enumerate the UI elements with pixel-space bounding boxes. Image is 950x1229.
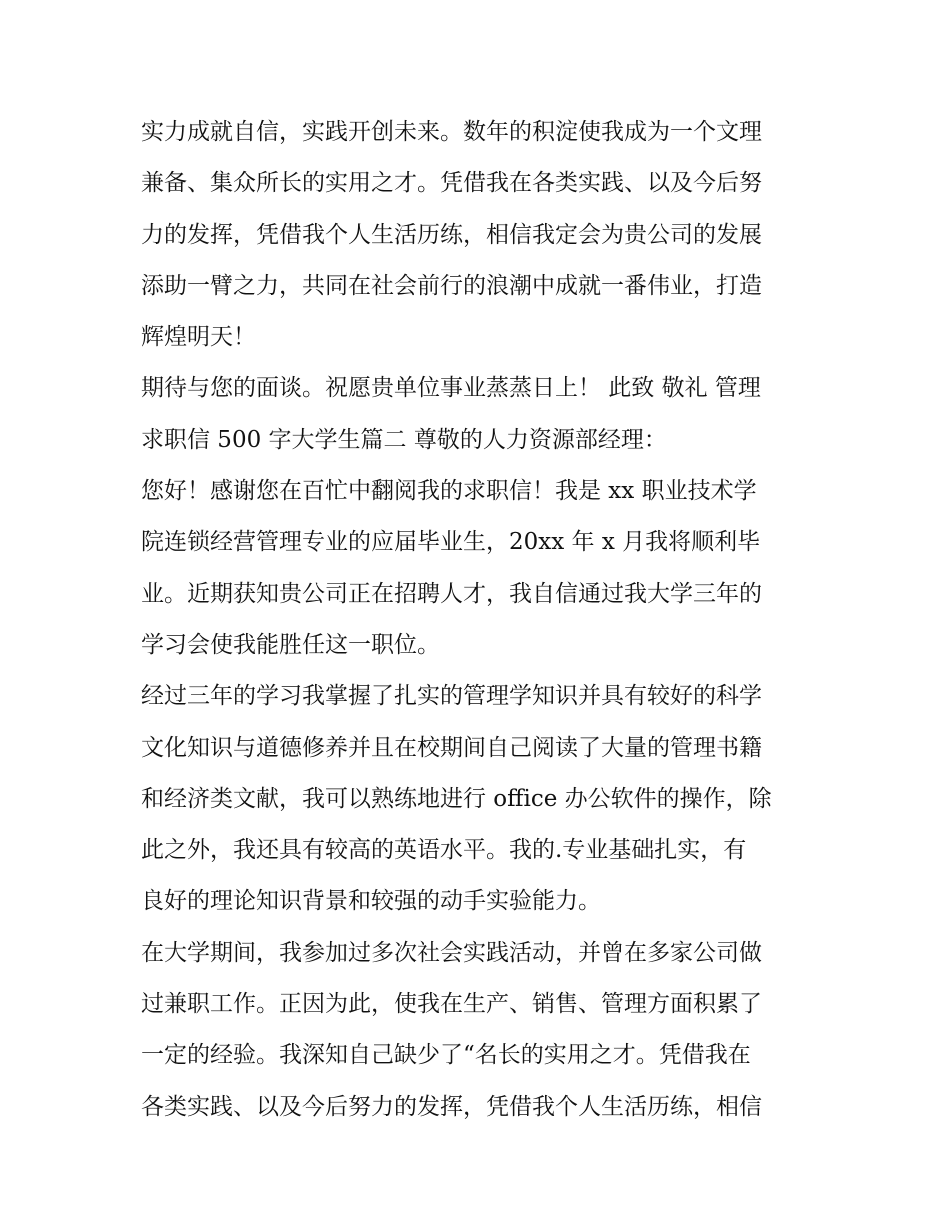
- text-line: 添助一臂之力，共同在社会前行的浪潮中成就一番伟业，打造: [141, 272, 762, 299]
- text-line: 院连锁经营管理专业的应届毕业生，20xx 年 x 月我将顺利毕: [141, 529, 761, 556]
- text-line: 辉煌明天！: [141, 324, 256, 351]
- text-line: 一定的经验。我深知自己缺少了“名长的实用之才。凭借我在: [141, 1042, 751, 1069]
- text-line: 求职信 500 字大学生篇二 尊敬的人力资源部经理：: [141, 426, 667, 453]
- text-line: 此之外，我还具有较高的英语水平。我的.专业基础扎实，有: [141, 837, 747, 864]
- text-line: 经过三年的学习我掌握了扎实的管理学知识并具有较好的科学: [141, 683, 762, 710]
- text-line: 业。近期获知贵公司正在招聘人才，我自信通过我大学三年的: [141, 580, 762, 607]
- text-line: 在大学期间，我参加过多次社会实践活动，并曾在多家公司做: [141, 939, 762, 966]
- text-line: 文化知识与道德修养并且在校期间自己阅读了大量的管理书籍: [141, 734, 762, 761]
- text-line: 期待与您的面谈。祝愿贵单位事业蒸蒸日上！ 此致 敬礼 管理: [141, 375, 761, 402]
- text-line: 良好的理论知识背景和较强的动手实验能力。: [141, 888, 601, 915]
- text-line: 力的发挥，凭借我个人生活历练，相信我定会为贵公司的发展: [141, 221, 762, 248]
- document-body: [141, 107, 821, 1133]
- text-line: 学习会使我能胜任这一职位。: [141, 631, 440, 658]
- text-line: 过兼职工作。正因为此，使我在生产、销售、管理方面积累了: [141, 991, 762, 1018]
- text-line: 实力成就自信，实践开创未来。数年的积淀使我成为一个文理: [141, 119, 762, 145]
- text-line: 兼备、集众所长的实用之才。凭借我在各类实践、以及今后努: [141, 170, 762, 197]
- text-line: 您好！感谢您在百忙中翻阅我的求职信！我是 xx 职业技术学: [141, 478, 757, 505]
- text-line: 各类实践、以及今后努力的发挥，凭借我个人生活历练，相信: [141, 1093, 762, 1120]
- text-line: 和经济类文献，我可以熟练地进行 office 办公软件的操作，除: [141, 785, 772, 812]
